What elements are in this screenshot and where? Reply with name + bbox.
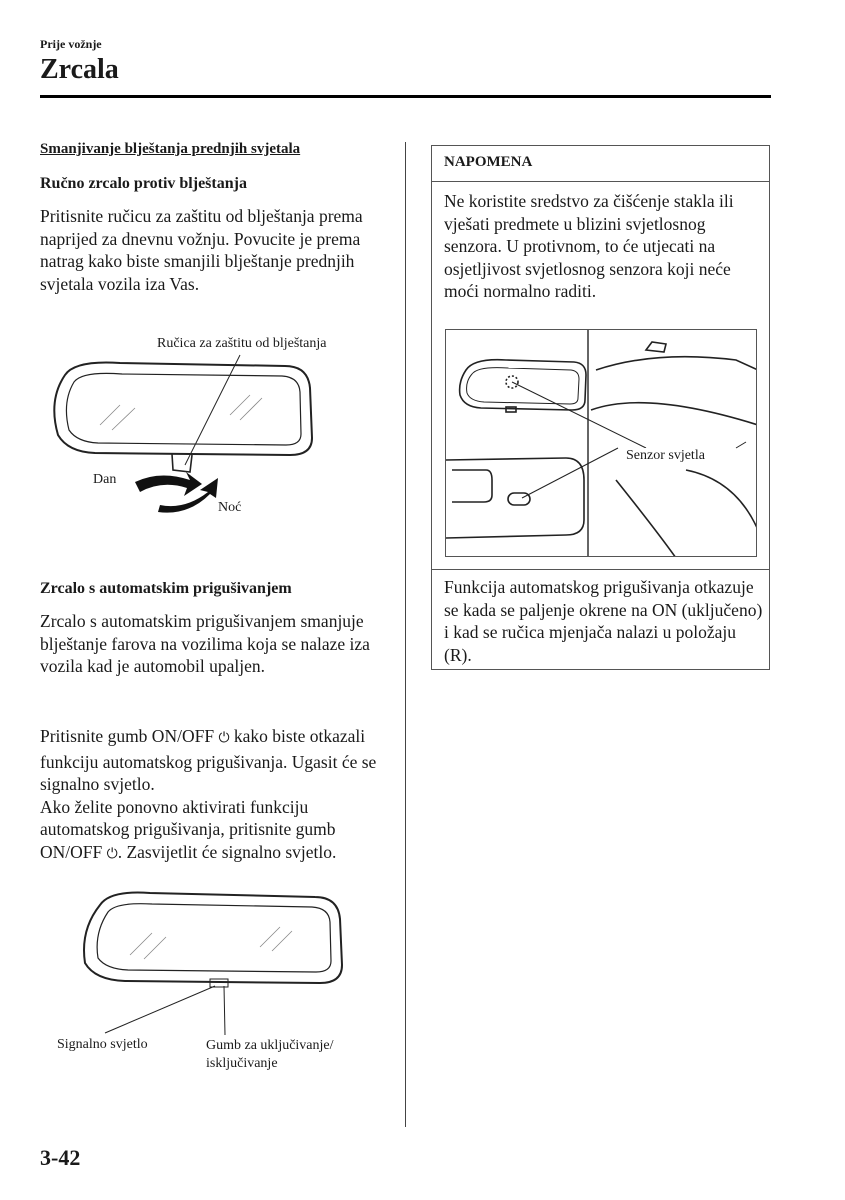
indicator-label: Signalno svjetlo bbox=[57, 1037, 148, 1052]
rotate-arrows-icon bbox=[135, 472, 218, 513]
note-text: Ne koristite sredstvo za čišćenje stakla ili vješati predmete u blizini svjetlosnog senzora. U protivnom, to će utjecati na osjetljivost svjetlosnog senzora koji neće moći normalno raditi. bbox=[444, 191, 734, 301]
button-label-line2: isključivanje bbox=[206, 1056, 278, 1071]
note-heading: NAPOMENA bbox=[432, 146, 769, 182]
note-divider bbox=[432, 569, 769, 570]
night-label: Noć bbox=[218, 500, 242, 515]
auto-mirror-heading: Zrcalo s automatskim prigušivanjem bbox=[40, 580, 292, 597]
column-divider bbox=[405, 142, 406, 1127]
day-label: Dan bbox=[93, 472, 117, 487]
manual-mirror-heading: Ručno zrcalo protiv blještanja bbox=[40, 175, 247, 192]
sensor-label: Senzor svjetla bbox=[626, 448, 705, 463]
subheading: Smanjivanje blještanja prednjih svjetala bbox=[40, 141, 301, 157]
button-leader-line bbox=[224, 986, 225, 1035]
indicator-leader-line bbox=[105, 986, 215, 1033]
title-rule bbox=[40, 95, 771, 98]
sensor-illustration bbox=[445, 329, 757, 557]
power-icon: ⏻ bbox=[218, 731, 230, 746]
lever-leader-line bbox=[185, 355, 240, 465]
power-icon: ⏻ bbox=[106, 846, 118, 862]
auto-mirror-illustration bbox=[40, 885, 385, 1045]
manual-mirror-paragraph: Pritisnite ručicu za zaštitu od blještanja prema naprijed za dnevnu vožnju. Povucite je prema natrag kako biste smanjili blještanje prednjih svjetala vozila iza Vas. bbox=[40, 206, 363, 294]
mirror-body bbox=[54, 363, 312, 473]
section-label: Prije vožnje bbox=[40, 37, 102, 51]
note-box bbox=[431, 145, 770, 670]
button-label-line1: Gumb za uključivanje/ bbox=[206, 1038, 334, 1053]
lever-label: Ručica za zaštitu od blještanja bbox=[157, 336, 327, 351]
note-text-2: Funkcija automatskog prigušivanja otkazuje se kada se paljenje okrene na ON (uključeno) i kad se ručica mjenjača nalazi u položaju (R). bbox=[444, 577, 763, 665]
manual-mirror-illustration bbox=[40, 330, 385, 530]
sensor-drawing bbox=[446, 330, 757, 557]
page-number: 3-42 bbox=[40, 1145, 81, 1170]
auto-mirror-paragraph: Zrcalo s automatskim prigušivanjem smanjuje blještanje farova na vozilima koja se nalaze iza vozila kad je automobil upaljen. bbox=[40, 611, 370, 676]
auto-mirror-instructions: Pritisnite gumb ON/OFF ⏻ kako biste otkazali funkciju automatskog prigušivanja. Ugasit će se signalno svjetlo. Ako želite ponovno aktivirati funkciju automatskog prigušivanja, pritisnite gumb ON/OFF ⏻. Zasvijetlit će signalno svjetlo. bbox=[40, 726, 377, 862]
page-title: Zrcala bbox=[40, 54, 119, 85]
